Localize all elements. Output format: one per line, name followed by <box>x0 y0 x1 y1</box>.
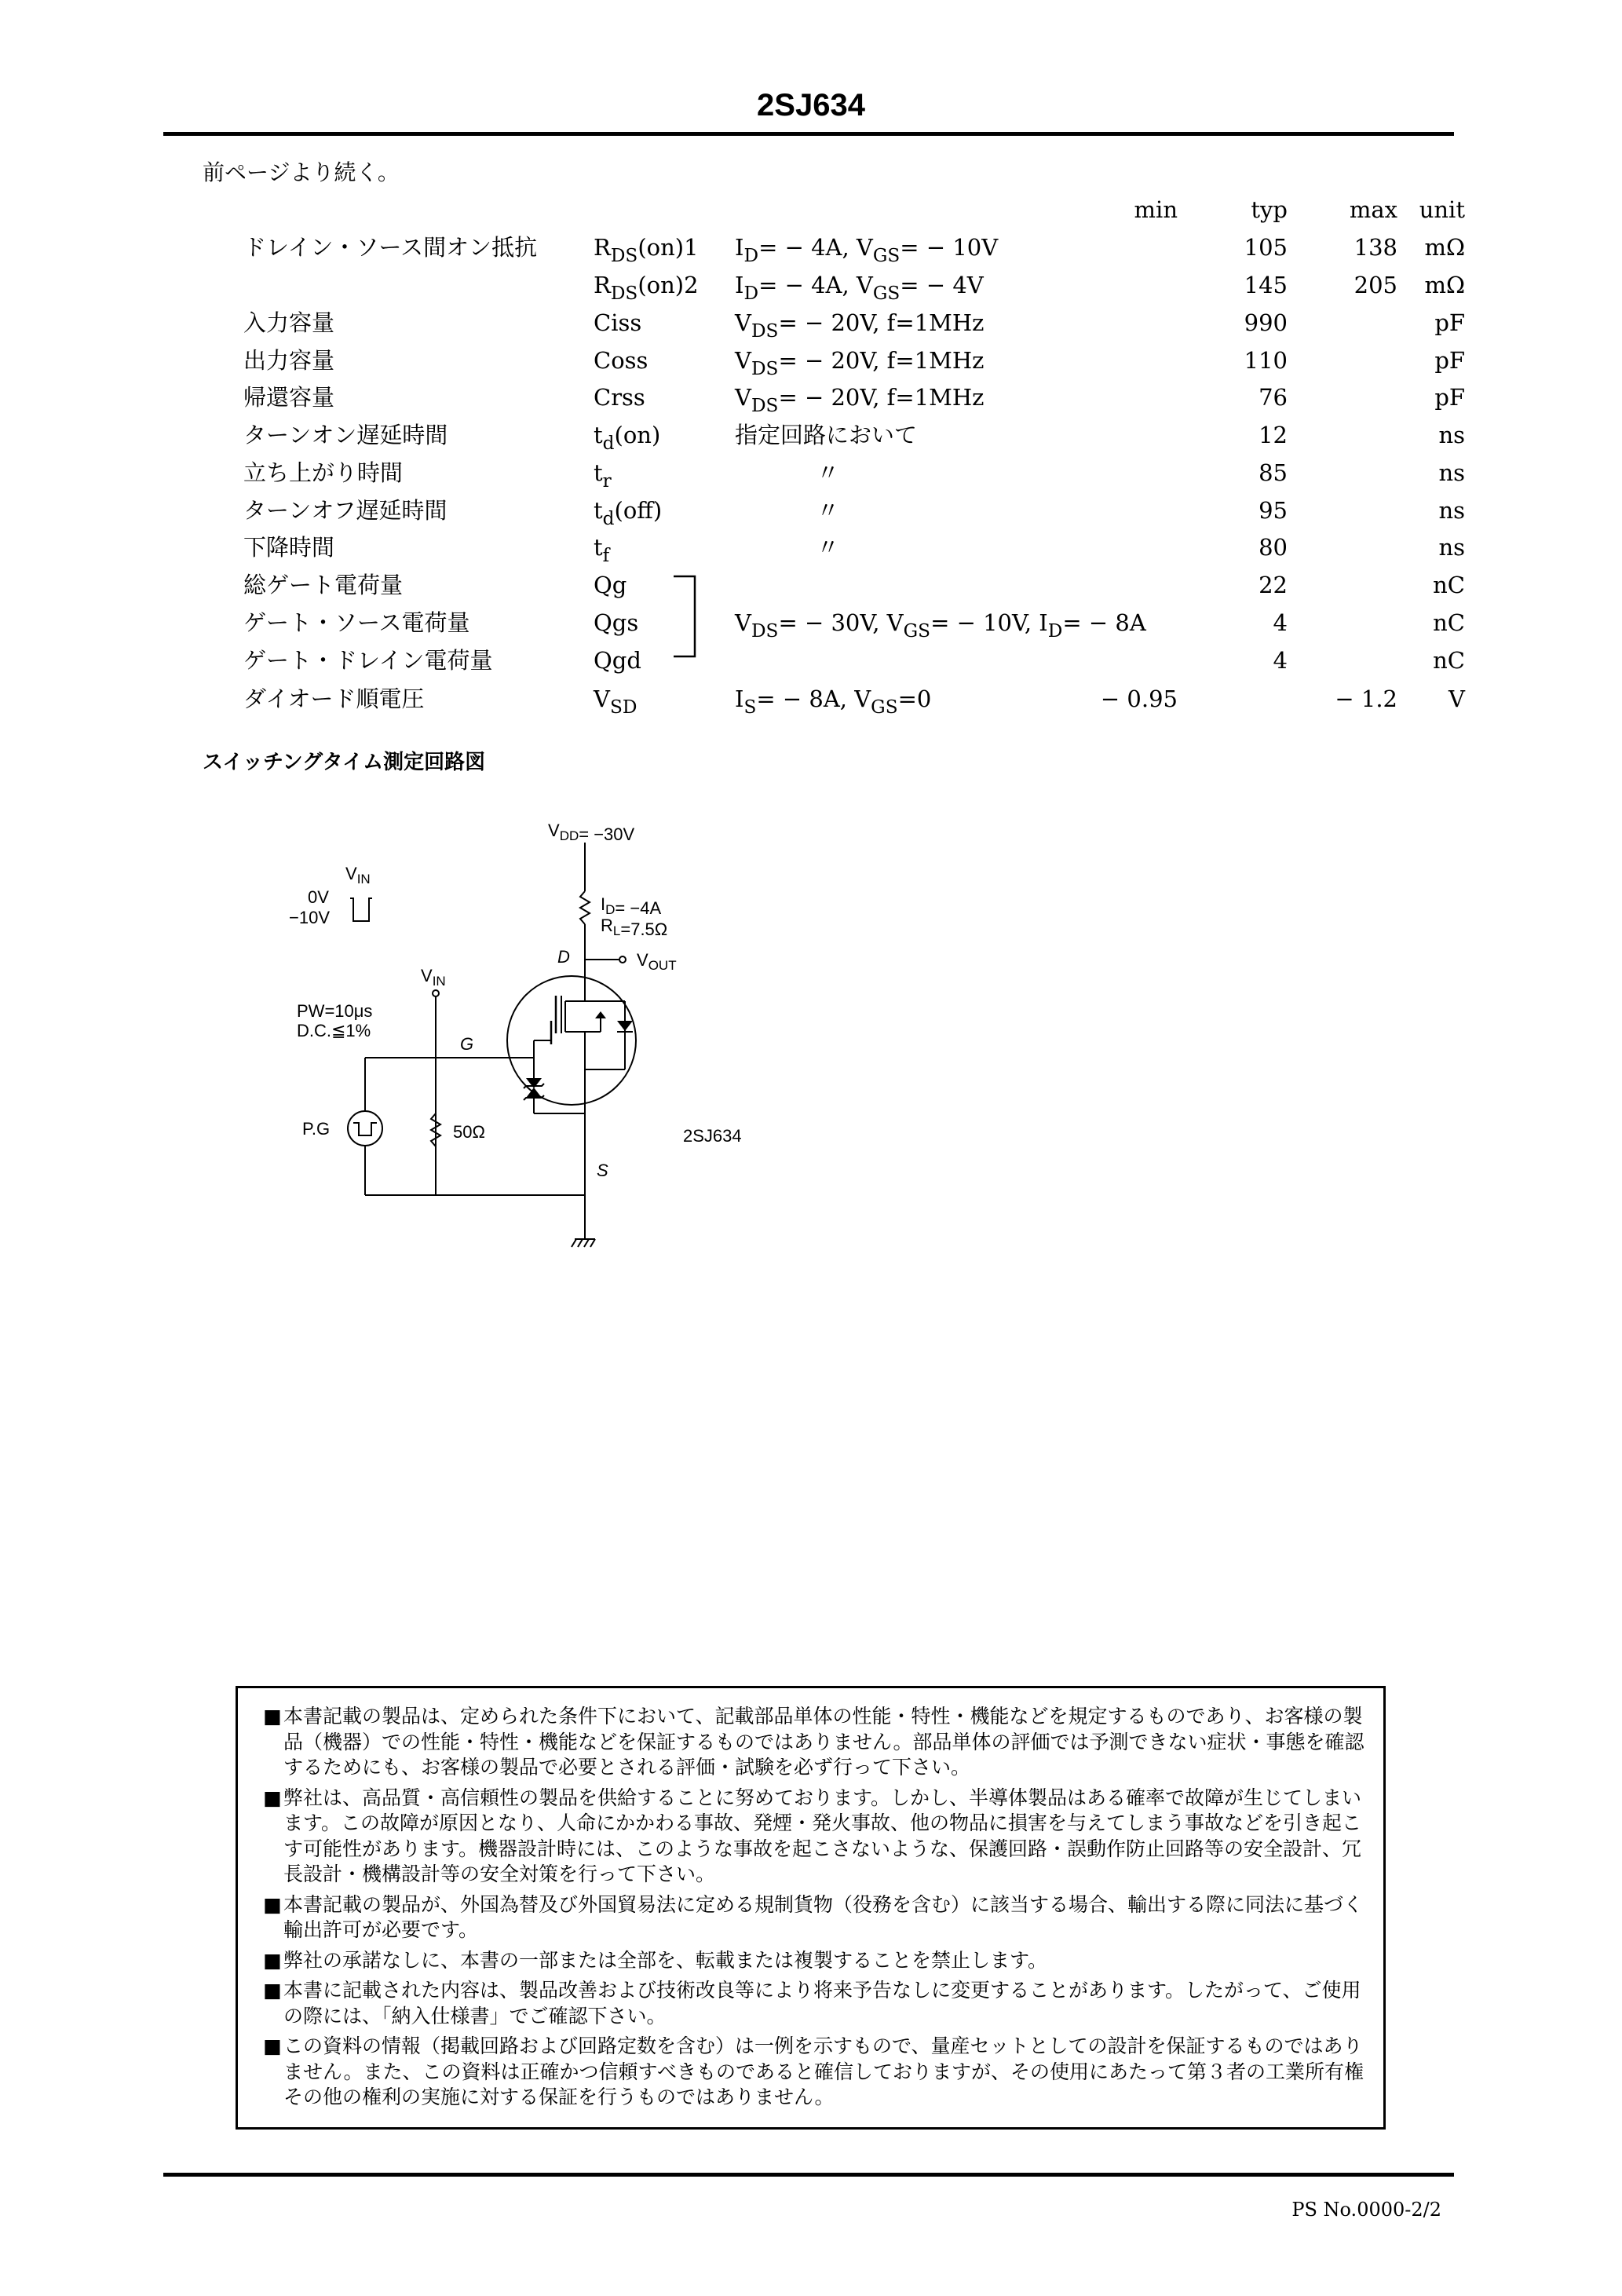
rl-label: $R_L=7.5\Omega$ <box>601 916 668 939</box>
bottom-rule <box>163 2173 1454 2177</box>
notice-text: 弊社の承諾なしに、本書の一部または全部を、転載または複製することを禁止します。 <box>283 1948 1048 1972</box>
vout-label: $V_{OUT}$ <box>637 950 677 973</box>
pulse-waveform <box>350 898 372 921</box>
bullet-icon: ■ <box>263 1705 282 1727</box>
param-conditions: $V_{DS}= - 20V$, f=1MHz <box>735 384 985 417</box>
param-name: 総ゲート電荷量 <box>243 572 404 598</box>
vout-terminal <box>619 956 626 963</box>
vdd-label: $V_{DD}= -30V$ <box>548 821 635 844</box>
dc-label: D.C.≦1% <box>297 1021 371 1040</box>
bullet-icon: ■ <box>263 1786 282 1809</box>
param-conditions: $I_S= - 8A$, $V_{GS}=0$ <box>735 686 932 718</box>
vin-terminal <box>433 990 439 996</box>
param-unit: mΩ <box>1424 234 1465 261</box>
param-unit: ns <box>1438 422 1465 448</box>
part-label: 2SJ634 <box>683 1126 742 1146</box>
param-symbol: Ciss <box>594 309 642 336</box>
r50-label: 50Ω <box>453 1122 485 1142</box>
bullet-icon: ■ <box>263 1979 282 2002</box>
gate-zener <box>526 1078 542 1088</box>
vin-label: $V_{IN}$ <box>421 966 446 989</box>
v0-label: 0V <box>308 887 329 907</box>
param-unit: V <box>1448 686 1465 712</box>
param-min: − 0.95 <box>1100 686 1178 712</box>
notice-item <box>263 1948 1366 1974</box>
param-conditions: 〃 <box>816 459 840 486</box>
notice-item <box>263 1704 1366 1781</box>
pw-label: PW=10μs <box>297 1001 373 1021</box>
param-name: 出力容量 <box>243 347 335 374</box>
param-symbol: $t_d(off)$ <box>594 497 663 530</box>
param-name: 立ち上がり時間 <box>243 459 404 486</box>
param-max: − 1.2 <box>1335 686 1397 712</box>
bullet-icon: ■ <box>263 1892 282 1916</box>
param-typ: 105 <box>1244 234 1288 261</box>
param-typ: 110 <box>1244 347 1288 374</box>
param-symbol: $t_d(on)$ <box>594 422 661 455</box>
param-name: 下降時間 <box>243 534 335 561</box>
param-typ: 145 <box>1244 272 1288 298</box>
section-title: スイッチングタイム測定回路図 <box>203 751 486 774</box>
notice-item <box>263 1786 1366 1888</box>
vin-pulse-label: $V_{IN}$ <box>345 864 371 887</box>
bullet-icon: ■ <box>263 2035 282 2057</box>
param-name: ドレイン・ソース間オン抵抗 <box>243 234 538 261</box>
notice-text: 本書記載の製品は、定められた条件下において、記載部品単体の性能・特性・機能などを規定するものであり、お客様の製品（機器）での性能・特性・機能などを保証するものではありません。部品単体の評価では予測できない症状・事態を確認するためにも、お客様の製品で必要とされる評価・試験を必ず行って下さい。 <box>283 1705 1364 1779</box>
param-name: ゲート・ドレイン電荷量 <box>243 647 493 674</box>
pulse-generator <box>348 1111 382 1146</box>
param-conditions: 〃 <box>816 534 840 561</box>
header-unit: unit <box>1419 196 1465 223</box>
param-name: ダイオード順電圧 <box>243 686 425 712</box>
notice-text: 本書記載の製品が、外国為替及び外国貿易法に定める規制貨物（役務を含む）に該当する場合、輸出する際に同法に基づく輸出許可が必要です。 <box>283 1892 1364 1941</box>
notice-text: 本書に記載された内容は、製品改善および技術改良等により将来予告なしに変更することがあります。したがって、ご使用の際には、「納入仕様書」でご確認下さい。 <box>283 1979 1361 2027</box>
param-symbol: Coss <box>594 347 648 374</box>
load-resistor <box>580 891 590 924</box>
param-unit: pF <box>1434 347 1465 374</box>
param-typ: 76 <box>1259 384 1288 411</box>
header-max: max <box>1349 196 1397 223</box>
param-unit: pF <box>1434 384 1465 411</box>
param-unit: nC <box>1433 572 1465 598</box>
notice-text: この資料の情報（掲載回路および回路定数を含む）は一例を示すもので、量産セットとしての設計を保証するものではありません。また、この資料は正確かつ信頼すべきものであると確信しておりますが、その使用にあたって第３者の工業所有権その他の権利の実施に対する保証を行うものではありません。 <box>283 2035 1364 2108</box>
param-conditions: $I_D= - 4A$, $V_{GS}= - 10V$ <box>735 234 999 267</box>
param-symbol: $R_{DS}(on)1$ <box>594 234 699 267</box>
param-max: 138 <box>1353 234 1397 261</box>
param-unit: nC <box>1433 609 1465 636</box>
param-typ: 80 <box>1259 534 1288 561</box>
param-conditions: 指定回路において <box>735 422 918 448</box>
param-symbol: Qg <box>594 572 627 598</box>
param-unit: nC <box>1433 647 1465 674</box>
param-symbol: $t_f$ <box>594 534 610 567</box>
param-max: 205 <box>1353 272 1397 298</box>
bullet-icon: ■ <box>263 1948 282 1972</box>
source-label: S <box>597 1161 608 1180</box>
param-name: 入力容量 <box>243 309 335 336</box>
vneg-label: −10V <box>289 908 330 927</box>
header-min: min <box>1134 196 1178 223</box>
drain-label: D <box>557 947 570 967</box>
header-typ: typ <box>1251 196 1288 223</box>
notice-item <box>263 2034 1366 2111</box>
param-conditions: $V_{DS}= - 20V$, f=1MHz <box>735 347 985 380</box>
notice-box <box>236 1686 1386 2130</box>
param-conditions: $I_D= - 4A$, $V_{GS}= - 4V$ <box>735 272 984 305</box>
param-typ: 22 <box>1259 572 1288 598</box>
notice-text: 弊社は、高品質・高信頼性の製品を供給することに努めております。しかし、半導体製品はある確率で故障が生じてしまいます。この故障が原因となり、人命にかかわる事故、発煙・発火事故、他の物品に損害を与えてしまう事故などを引き起こす可能性があります。機器設計時には、このような事故を起こさないような、保護回路・誤動作防止回路等の安全設計、冗長設計・機構設計等の安全対策を行って下さい。 <box>283 1786 1362 1885</box>
param-symbol: Qgd <box>594 647 641 674</box>
param-unit: mΩ <box>1424 272 1465 298</box>
param-typ: 95 <box>1259 497 1288 524</box>
param-name: ターンオン遅延時間 <box>243 422 448 448</box>
param-conditions: $V_{DS}= - 30V$, $V_{GS}= - 10V$, $I_D= - 8A$ <box>735 609 1146 642</box>
param-unit: ns <box>1438 459 1465 486</box>
id-label: $I_D= -4A$ <box>601 894 662 918</box>
param-symbol: $t_r$ <box>594 459 612 492</box>
param-unit: pF <box>1434 309 1465 336</box>
param-unit: ns <box>1438 534 1465 561</box>
param-symbol: $V_{SD}$ <box>594 686 637 718</box>
param-symbol: Qgs <box>594 609 639 636</box>
param-unit: ns <box>1438 497 1465 524</box>
continued-note: 前ページより続く。 <box>203 159 400 185</box>
param-typ: 12 <box>1259 422 1288 448</box>
pg-label: P.G <box>302 1119 331 1139</box>
param-typ: 4 <box>1273 647 1288 674</box>
document-title: 2SJ634 <box>757 88 865 122</box>
param-typ: 4 <box>1273 609 1288 636</box>
body-diode <box>617 1021 633 1031</box>
param-name: ゲート・ソース電荷量 <box>243 609 470 636</box>
param-symbol: Crss <box>594 384 645 411</box>
param-typ: 85 <box>1259 459 1288 486</box>
param-name: 帰還容量 <box>243 384 335 411</box>
param-name: ターンオフ遅延時間 <box>243 497 448 524</box>
param-typ: 990 <box>1244 309 1288 336</box>
notice-item <box>263 1978 1366 2029</box>
page-footer: PS No.0000-2/2 <box>1291 2199 1441 2221</box>
param-conditions: $V_{DS}= - 20V$, f=1MHz <box>735 309 985 342</box>
param-symbol: $R_{DS}(on)2$ <box>594 272 699 305</box>
gate-label: G <box>460 1034 474 1054</box>
notice-item <box>263 1892 1366 1943</box>
param-conditions: 〃 <box>816 497 840 524</box>
switching-circuit <box>267 817 754 1264</box>
